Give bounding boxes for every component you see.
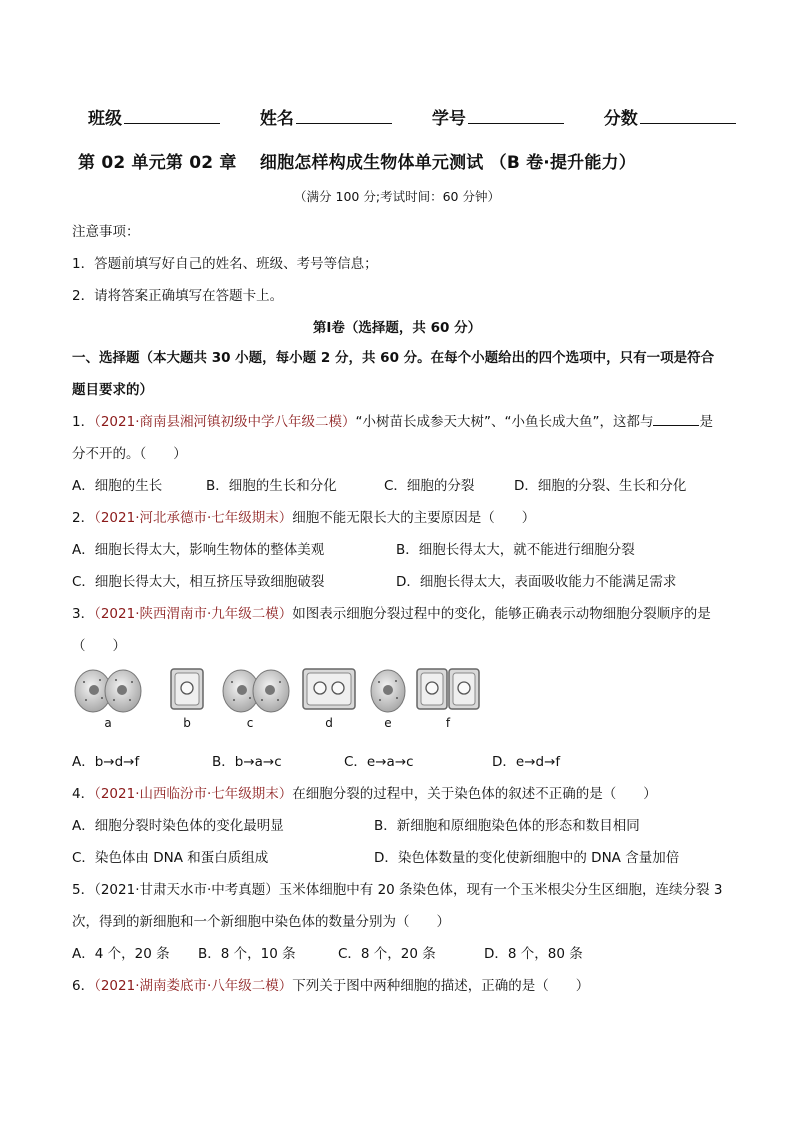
cell-division-figure <box>74 668 494 738</box>
option-b[interactable]: B．细胞长得太大，就不能进行细胞分裂 <box>396 542 635 558</box>
option-c[interactable]: C．e→a→c <box>344 754 414 770</box>
option-a[interactable]: A．4 个，20 条 <box>72 946 170 962</box>
note-item: 2．请将答案正确填写在答题卡上。 <box>72 288 284 304</box>
student-info-row <box>88 104 770 129</box>
question-source: （2021·商南县湘河镇初级中学八年级二模） <box>94 414 356 430</box>
figure-label-d: d <box>325 716 333 730</box>
option-c[interactable]: C．8 个，20 条 <box>338 946 436 962</box>
page-title: 第 02 单元第 02 章 细胞怎样构成生物体单元测试 （B 卷·提升能力） <box>78 153 636 173</box>
option-b[interactable]: B．8 个，10 条 <box>198 946 296 962</box>
question-source: （2021·甘肃天水市·中考真题） <box>94 882 279 898</box>
section-heading-cont: 题目要求的） <box>72 382 153 398</box>
figure-label-c: c <box>246 716 254 730</box>
question-1-cont: 分不开的。（ ） <box>72 446 187 462</box>
figure-label-f: f <box>445 716 451 730</box>
figure-label-e: e <box>384 716 392 730</box>
student-id-field[interactable]: 学号 <box>432 104 564 129</box>
option-d[interactable]: D．细胞长得太大，表面吸收能力不能满足需求 <box>396 574 677 590</box>
option-d[interactable]: D．染色体数量的变化使新细胞中的 DNA 含量加倍 <box>374 850 680 866</box>
question-4: 4．（2021·山西临汾市·七年级期末）在细胞分裂的过程中，关于染色体的叙述不正确的是（ ） <box>72 786 657 802</box>
option-c[interactable]: C．染色体由 DNA 和蛋白质组成 <box>72 850 269 866</box>
animal-cell-image <box>370 668 406 714</box>
question-3: 3．（2021·陕西渭南市·九年级二模）如图表示细胞分裂过程中的变化，能够正确表示动物细胞分裂顺序的是 <box>72 606 711 622</box>
question-source: （2021·山西临汾市·七年级期末） <box>94 786 293 802</box>
option-a[interactable]: A．细胞长得太大，影响生物体的整体美观 <box>72 542 325 558</box>
option-d[interactable]: D．8 个，80 条 <box>484 946 583 962</box>
option-b[interactable]: B．b→a→c <box>212 754 282 770</box>
animal-cell-dividing-image <box>74 668 142 714</box>
question-3-cont: （ ） <box>72 638 126 654</box>
question-2: 2．（2021·河北承德市·七年级期末）细胞不能无限长大的主要原因是（ ） <box>72 510 536 526</box>
question-5: 5．（2021·甘肃天水市·中考真题）玉米体细胞中有 20 条染色体，现有一个玉米根尖分生区细胞，连续分裂 3 <box>72 882 723 898</box>
note-item: 1．答题前填写好自己的姓名、班级、考号等信息； <box>72 256 378 272</box>
option-a[interactable]: A．细胞的生长 <box>72 478 163 494</box>
option-b[interactable]: B．细胞的生长和分化 <box>206 478 337 494</box>
option-a[interactable]: A．b→d→f <box>72 754 140 770</box>
exam-subtitle: （满分 100 分;考试时间：60 分钟） <box>294 189 500 204</box>
answer-blank[interactable] <box>653 411 699 426</box>
plant-cells-divided-image <box>416 668 480 710</box>
score-field[interactable]: 分数 <box>604 104 736 129</box>
notes-heading: 注意事项： <box>72 224 140 240</box>
name-field[interactable]: 姓名 <box>260 104 392 129</box>
animal-cell-dividing-image <box>222 668 290 714</box>
part-title: 第Ⅰ卷（选择题，共 60 分） <box>312 320 482 336</box>
option-a[interactable]: A．细胞分裂时染色体的变化最明显 <box>72 818 284 834</box>
class-field[interactable]: 班级 <box>88 104 220 129</box>
option-c[interactable]: C．细胞长得太大，相互挤压导致细胞破裂 <box>72 574 325 590</box>
plant-cell-image <box>170 668 204 710</box>
option-d[interactable]: D．e→d→f <box>492 754 561 770</box>
option-d[interactable]: D．细胞的分裂、生长和分化 <box>514 478 687 494</box>
question-5-cont: 次，得到的新细胞和一个新细胞中染色体的数量分别为（ ） <box>72 914 450 930</box>
question-1: 1．（2021·商南县湘河镇初级中学八年级二模）“小树苗长成参天大树”、“小鱼长成大鱼”，这都与 是 <box>72 410 713 430</box>
section-heading: 一、选择题（本大题共 30 小题，每小题 2 分，共 60 分。在每个小题给出的四个选项中，只有一项是符合 <box>72 350 715 366</box>
option-c[interactable]: C．细胞的分裂 <box>384 478 475 494</box>
question-6: 6．（2021·湖南娄底市·八年级二模）下列关于图中两种细胞的描述，正确的是（ ） <box>72 978 590 994</box>
option-b[interactable]: B．新细胞和原细胞染色体的形态和数目相同 <box>374 818 640 834</box>
figure-label-a: a <box>104 716 112 730</box>
figure-label-b: b <box>183 716 191 730</box>
question-source: （2021·河北承德市·七年级期末） <box>94 510 293 526</box>
question-source: （2021·陕西渭南市·九年级二模） <box>94 606 293 622</box>
question-source: （2021·湖南娄底市·八年级二模） <box>94 978 293 994</box>
plant-cell-dividing-image <box>302 668 356 710</box>
